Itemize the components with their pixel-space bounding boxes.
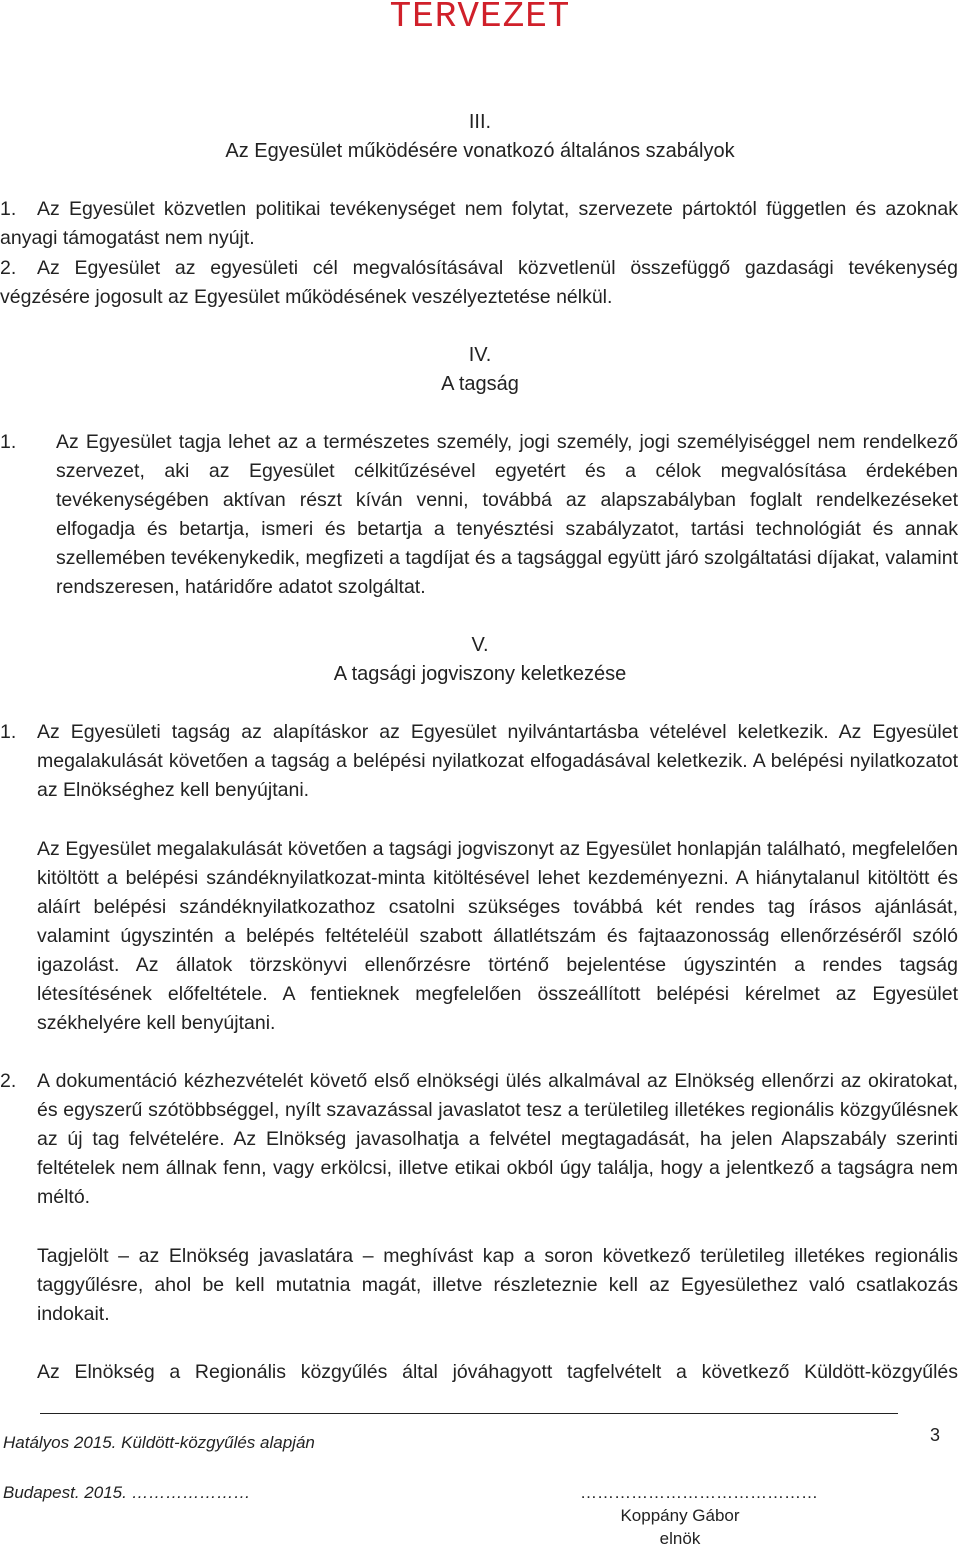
signer-name: Koppány Gábor	[620, 1506, 740, 1525]
item-text: Az Egyesületi tagság az alapításkor az Egyesület nyilvántartásba vételével keletkezik. Az Egyesület megalakulását követően a tagság a belépési nyilatkozat elfogadásával keletkezik. A belépési nyilatkozatot az Elnökséghez kell benyújtani.	[37, 721, 958, 801]
footer-rule	[40, 1413, 898, 1414]
section-heading: A tagság	[441, 373, 519, 395]
signature-line: ……………………………………	[580, 1483, 818, 1502]
list-item	[0, 718, 958, 805]
item-number: 1.	[0, 721, 17, 743]
section-number: V.	[471, 634, 489, 656]
footer-effective: Hatályos 2015. Küldött-közgyűlés alapján	[3, 1433, 315, 1452]
page-number: 3	[930, 1425, 941, 1445]
footer-place-date: Budapest. 2015. …………………	[3, 1483, 251, 1502]
section-number: III.	[468, 111, 492, 133]
item-text: Az Egyesület közvetlen politikai tevékenységet nem folytat, szervezete pártoktól független és azoknak anyagi támogatást nem nyújt.	[0, 198, 958, 249]
item-number: 2.	[0, 1070, 17, 1092]
paragraph: Az Egyesület megalakulását követően a tagsági jogviszonyt az Egyesület honlapján található, megfelelően kitöltött a belépési szándéknyilatkozat-minta kitöltésével lehet kezdeményezni. A hiánytalanul kitöltött és aláírt belépési szándéknyilatkozathoz csatolni szükséges továbbá két rendes tag írásos ajánlását, valamint úgyszintén a belépés feltételéül szabott állatlétszám és fajtaazonosság ellenőrzéséről szóló igazolást. Az állatok törzskönyvi ellenőrzésre történő bejelentése úgyszintén a rendes tagság létesítésének előfeltétele. A fentieknek megfelelően összeállított belépési kérelmet az Egyesület székhelyére kell benyújtani.	[37, 838, 958, 1034]
section-heading: A tagsági jogviszony keletkezése	[333, 663, 627, 685]
document-title: TERVEZET	[389, 0, 571, 37]
signer-title: elnök	[659, 1529, 701, 1548]
list-item	[0, 1067, 958, 1212]
item-number: 2.	[0, 257, 17, 279]
paragraph: Tagjelölt – az Elnökség javaslatára – meghívást kap a soron következő területileg illetékes regionális taggyűlésre, ahol be kell mutatnia magát, illetve részleteznie kell az Egyesülethez való csatlakozás indokait.	[37, 1245, 958, 1325]
section-heading: Az Egyesület működésére vonatkozó általános szabályok	[225, 140, 735, 162]
list-item	[0, 254, 958, 312]
list-item	[0, 195, 958, 253]
item-number: 1.	[0, 431, 17, 453]
item-text: A dokumentáció kézhezvételét követő első elnökségi ülés alkalmával az Elnökség ellenőrzi az okiratokat, és egyszerű szótöbbséggel, nyílt szavazással javaslatot tesz a területileg illetékes regionális közgyűlésnek az új tag felvételére. Az Elnökség javasolhatja a felvétel megtagadását, ha jelen Alapszabály szerinti feltételek nem állnak fenn, vagy erkölcsi, illetve etikai okból úgy találja, hogy a jelentkező a tagságra nem méltó.	[37, 1070, 958, 1208]
section-number: IV.	[468, 344, 492, 366]
list-item	[0, 428, 958, 602]
item-text: Az Egyesület tagja lehet az a természetes személy, jogi személy, jogi személyiséggel nem rendelkező szervezet, aki az Egyesület célkitűzésével egyetért és a célok megvalósítása érdekében tevékenységében aktívan részt kíván venni, továbbá az alapszabályban foglalt rendelkezéseket elfogadja és betartja, ismeri és betartja a tenyésztési szabályzatot, tartási technológiát és annak szellemében tevékenykedik, megfizeti a tagdíjat és a tagsággal együtt járó szolgáltatási díjakat, valamint rendszeresen, határidőre adatot szolgáltat.	[56, 431, 958, 598]
paragraph: Az Elnökség a Regionális közgyűlés által jóváhagyott tagfelvételt a következő Küldött-közgyűlés	[37, 1361, 958, 1383]
item-number: 1.	[0, 198, 17, 220]
item-text: Az Egyesület az egyesületi cél megvalósításával közvetlenül összefüggő gazdasági tevékenység végzésére jogosult az Egyesület működésének veszélyeztetése nélkül.	[0, 257, 958, 308]
